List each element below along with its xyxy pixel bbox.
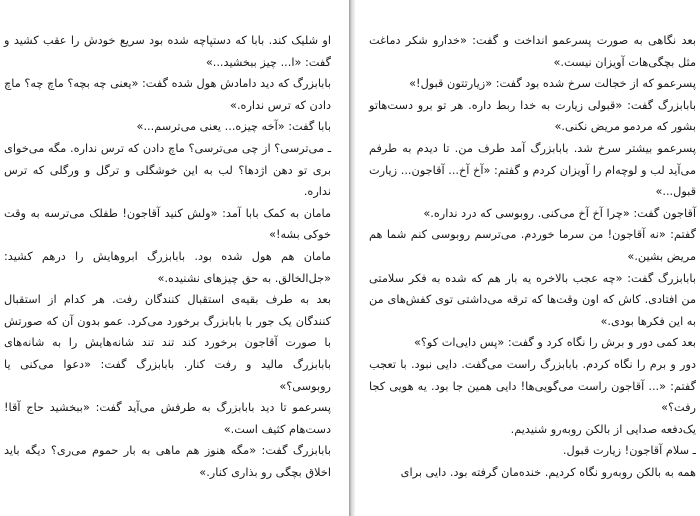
- left-paragraph-8: پسرعمو تا دید بابابزرگ به طرفش می‌آید گفت: «ببخشید حاج آقا! دست‌هام کثیف است.»: [4, 401, 331, 436]
- right-paragraph-12: همه به بالکن روبه‌رو نگاه کردیم. خنده‌مان گرفته بود. دایی برای: [400, 465, 696, 479]
- right-paragraph-11: ـ سلام آقاجون! زیارت قبول.: [562, 444, 696, 458]
- left-paragraph-3: بابا گفت: «آخه چیزه... یعنی می‌ترسم...»: [136, 120, 331, 134]
- right-paragraph-4: پسرعمو بیشتر سرخ شد. بابابزرگ آمد طرف من. تا دیدم به طرفم می‌آید لب و لوچه‌ام را آویزان کردم و گفتم: «آخ آخ... آقاجون... زیارت قبول...»: [369, 141, 696, 199]
- right-page: [355, 0, 700, 516]
- right-paragraph-7: بابابزرگ گفت: «چه عجب بالاخره یه بار هم که شده به فکر سلامتی من افتادی. کاش که اون وقت‌ها که ترقه می‌داشتی توی کفش‌های من به این فکرها بودی.»: [369, 271, 696, 328]
- left-paragraph-2: بابابزرگ که دید دامادش هول شده گفت: «یعنی چه بچه؟ ماچ چه؟ ماچ دادن که ترس نداره.»: [3, 77, 331, 112]
- right-paragraph-9: دور و برم را نگاه کردم. بابابزرگ راست می‌گفت. دایی نبود. با تعجب گفتم: «... آقاجون راست می‌گویی‌ها! دایی همین جا بود. یه هویی کجا رفت؟»: [369, 357, 696, 415]
- left-paragraph-1: او شلیک کند. بابا که دستپاچه شده بود سریع خودش را عقب کشید و گفت: «ا... چیز ببخشید...»: [4, 34, 331, 69]
- left-page: [0, 0, 349, 516]
- right-paragraph-3: بابابزرگ گفت: «قبولی زیارت به خدا ربط داره. هر تو برو دست‌هاتو بشور که مردمو مریض نکنی.»: [369, 98, 696, 134]
- left-paragraph-4: ـ می‌ترسی؟ از چی می‌ترسی؟ ماچ دادن که ترس نداره. مگه می‌خوای بری تو دهن اژدها؟ لب به این خوشگلی و ترگل و ورگلی که ترس نداره.: [4, 141, 331, 199]
- right-paragraph-8: بعد کمی دور و برش را نگاه کرد و گفت: «پس دایی‌ات کو؟»: [413, 336, 696, 350]
- left-paragraph-7: بعد به طرف بقیه‌ی استقبال کنندگان رفت. هر کدام از استقبال کنندگان یک جور با بابابزرگ برخورد می‌کرد. عمو بدون آن که صورتش با صورت آقاجون برخورد کند تند تند شانه‌هایش را به شانه‌های بابابزرگ مالید و رفت کنار. بابابزرگ گفت: «دعوا می‌کنی یا روبوسی؟»: [4, 293, 331, 393]
- right-paragraph-6: گفتم: «نه آقاجون! من سرما خوردم. می‌ترسم روبوسی کنم شما هم مریض بشین.»: [369, 228, 696, 263]
- right-paragraph-1: بعد نگاهی به صورت پسرعمو انداخت و گفت: «خدارو شکر دماغت مثل بچگی‌هات آویزان نیست.»: [369, 34, 696, 69]
- left-paragraph-6: مامان هم هول شده بود. بابابزرگ ابروهایش را درهم کشید: «جل‌الخالق. به حق چیزهای نشنیده.»: [4, 249, 331, 285]
- left-paragraph-5: مامان به کمک بابا آمد: «ولش کنید آقاجون! طفلک می‌ترسه به وقت خوکی بشه!»: [4, 206, 331, 242]
- right-paragraph-5: آقاجون گفت: «چرا آخ آخ می‌کنی. روبوسی که درد نداره.»: [423, 206, 696, 220]
- right-paragraph-10: یک‌دفعه صدایی از بالکن روبه‌رو شنیدیم.: [510, 422, 696, 436]
- right-paragraph-2: پسرعمو که از خجالت سرخ شده بود گفت: «زیارتتون قبول!»: [409, 77, 696, 91]
- left-paragraph-9: بابابزرگ گفت: «مگه هنوز هم ماهی به بار حموم می‌ری؟ دیگه باید اخلاق بچگی رو بذاری کنار.»: [4, 444, 331, 479]
